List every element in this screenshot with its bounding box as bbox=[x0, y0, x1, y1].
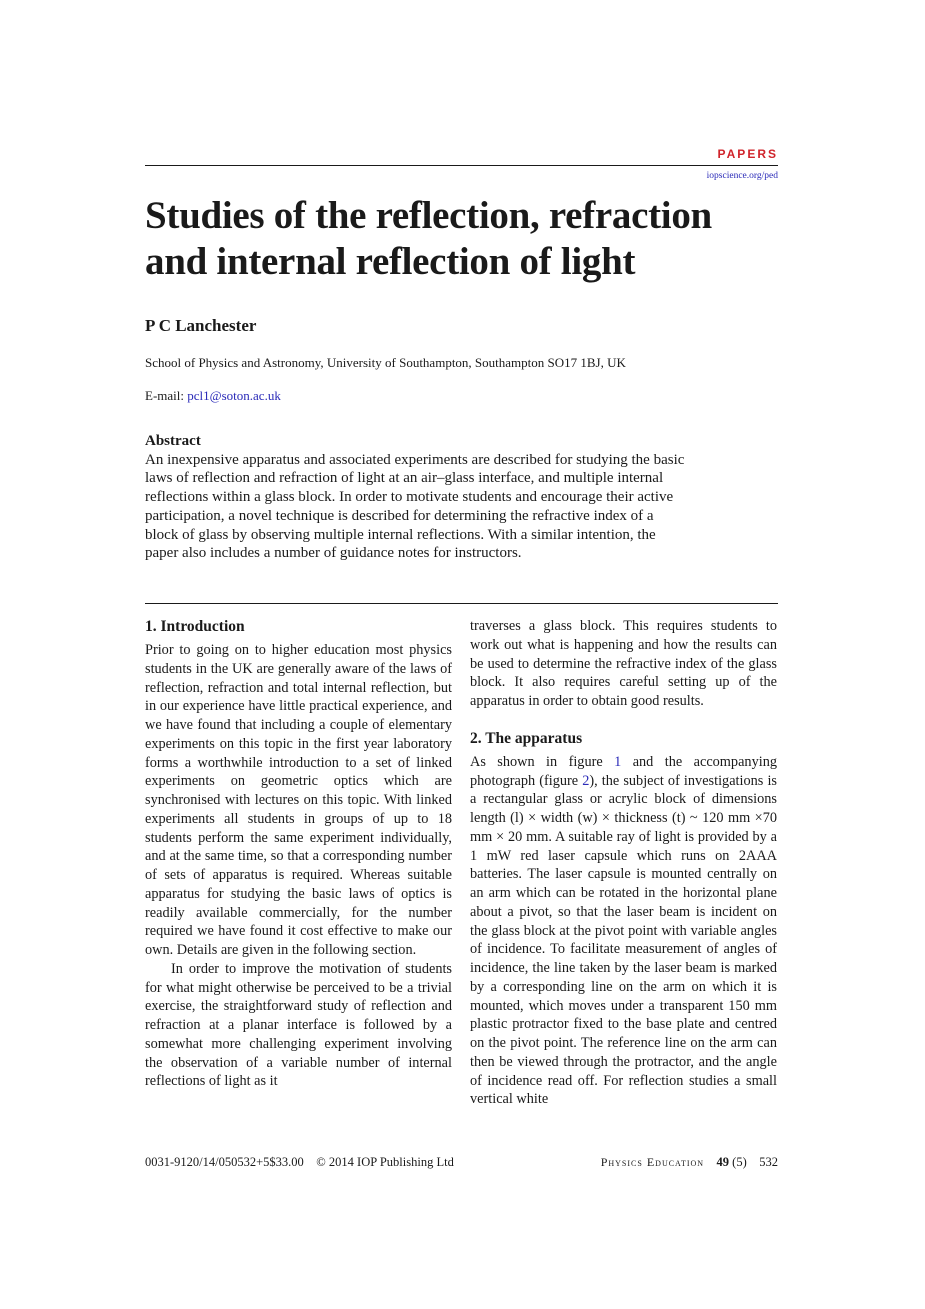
section-heading-introduction: 1. Introduction bbox=[145, 618, 245, 635]
journal-url[interactable]: iopscience.org/ped bbox=[706, 171, 778, 181]
email-label: E-mail: bbox=[145, 388, 184, 403]
figure-2-link[interactable]: 2 bbox=[582, 772, 590, 789]
article-code: 0031-9120/14/050532+5$33.00 bbox=[145, 1155, 304, 1169]
copyright: © 2014 IOP Publishing Ltd bbox=[316, 1155, 454, 1169]
title-line-2: and internal reflection of light bbox=[145, 240, 636, 283]
author-name: P C Lanchester bbox=[145, 316, 257, 335]
title-line-1: Studies of the reflection, refraction bbox=[145, 194, 712, 237]
apparatus-text-2: and the accompanying photograph (figure bbox=[470, 753, 777, 789]
intro-paragraph-2: In order to improve the motivation of students for what might otherwise be perceived to be a trivial exercise, the straightforward study of reflection and refraction at a planar interface is followed by a somewhat more challenging experiment involving the observation of a variable number of internal reflections of light as it bbox=[145, 960, 452, 1090]
right-column bbox=[470, 617, 777, 1109]
figure-1-link[interactable]: 1 bbox=[614, 753, 622, 770]
apparatus-text-1: As shown in figure bbox=[470, 753, 615, 770]
intro-paragraph-1: Prior to going on to higher education most physics students in the UK are generally aware of the laws of reflection, refraction and total internal reflection, but in our experience have little practical experience, and we have found that including a couple of elementary experiments on this topic in the first year laboratory forms a worthwhile introduction to a set of linked experiments on geometric optics which are synchronised with lectures on this topic. With linked experiments all students in groups of up to 18 students perform the same experiment individually, and at the same time, so that a corresponding number of sets of apparatus is required. Whereas suitable apparatus for studying the basic laws of optics is readily available commercially, for the number required we have found it cost effective to make our own. Details are given in the following section. bbox=[145, 642, 452, 958]
abstract bbox=[145, 432, 685, 563]
apparatus-paragraph-1 bbox=[470, 753, 777, 1109]
section-label: PAPERS bbox=[717, 147, 778, 161]
journal-name: Physics Education bbox=[600, 1155, 705, 1169]
footer-publication-info bbox=[145, 1155, 454, 1170]
email-link[interactable]: pcl1@soton.ac.uk bbox=[187, 388, 281, 403]
abstract-rule bbox=[145, 603, 778, 604]
left-column bbox=[145, 617, 452, 1091]
header-rule bbox=[145, 165, 778, 166]
footer-journal-info bbox=[560, 1155, 778, 1170]
author-email bbox=[145, 388, 281, 404]
author-affiliation: School of Physics and Astronomy, University of Southampton, Southampton SO17 1BJ, UK bbox=[145, 355, 626, 370]
abstract-heading: Abstract bbox=[145, 433, 201, 449]
journal-issue: (5) bbox=[732, 1155, 747, 1169]
apparatus-text-3: ), the subject of investigations is a rectangular glass or acrylic block of dimensions length (l) × width (w) × thickness (t) ~ 120 mm ×70 mm × 20 mm. A suitable ray of light is provided by a 1 mW red laser capsule which runs on 2AAA batteries. The laser capsule is mounted centrally on an arm which can be rotated in the horizontal plane about a pivot, so that the laser beam is incident on the glass block at the pivot point with variable angles of incidence. To facilitate measurement of angles of incidence, the line taken by the laser beam is marked by a corresponding line on the arm on which it is mounted, which moves under a transparent 150 mm plastic protractor fixed to the base plate and centred on the pivot point. The reference line on the arm can then be viewed through the protractor, and the angle of incidence read off. For reflection studies a small vertical white bbox=[470, 772, 777, 1108]
intro-paragraph-2-continued: traverses a glass block. This requires students to work out what is happening and how the results can be used to determine the refractive index of the glass block. It also requires careful setting up of the apparatus in order to obtain good results. bbox=[470, 618, 777, 709]
section-heading-apparatus: 2. The apparatus bbox=[470, 729, 583, 747]
paper-title bbox=[145, 193, 805, 285]
page-number: 532 bbox=[759, 1155, 778, 1169]
journal-volume: 49 bbox=[716, 1155, 730, 1169]
abstract-text: An inexpensive apparatus and associated experiments are described for studying the basic laws of reflection and refraction of light at an air–glass interface, and multiple internal reflections within a glass block. In order to motivate students and encourage their active participation, a novel technique is described for determining the refractive index of a block of glass by observing multiple internal reflections. With a similar intention, the paper also includes a number of guidance notes for instructors. bbox=[145, 451, 685, 562]
